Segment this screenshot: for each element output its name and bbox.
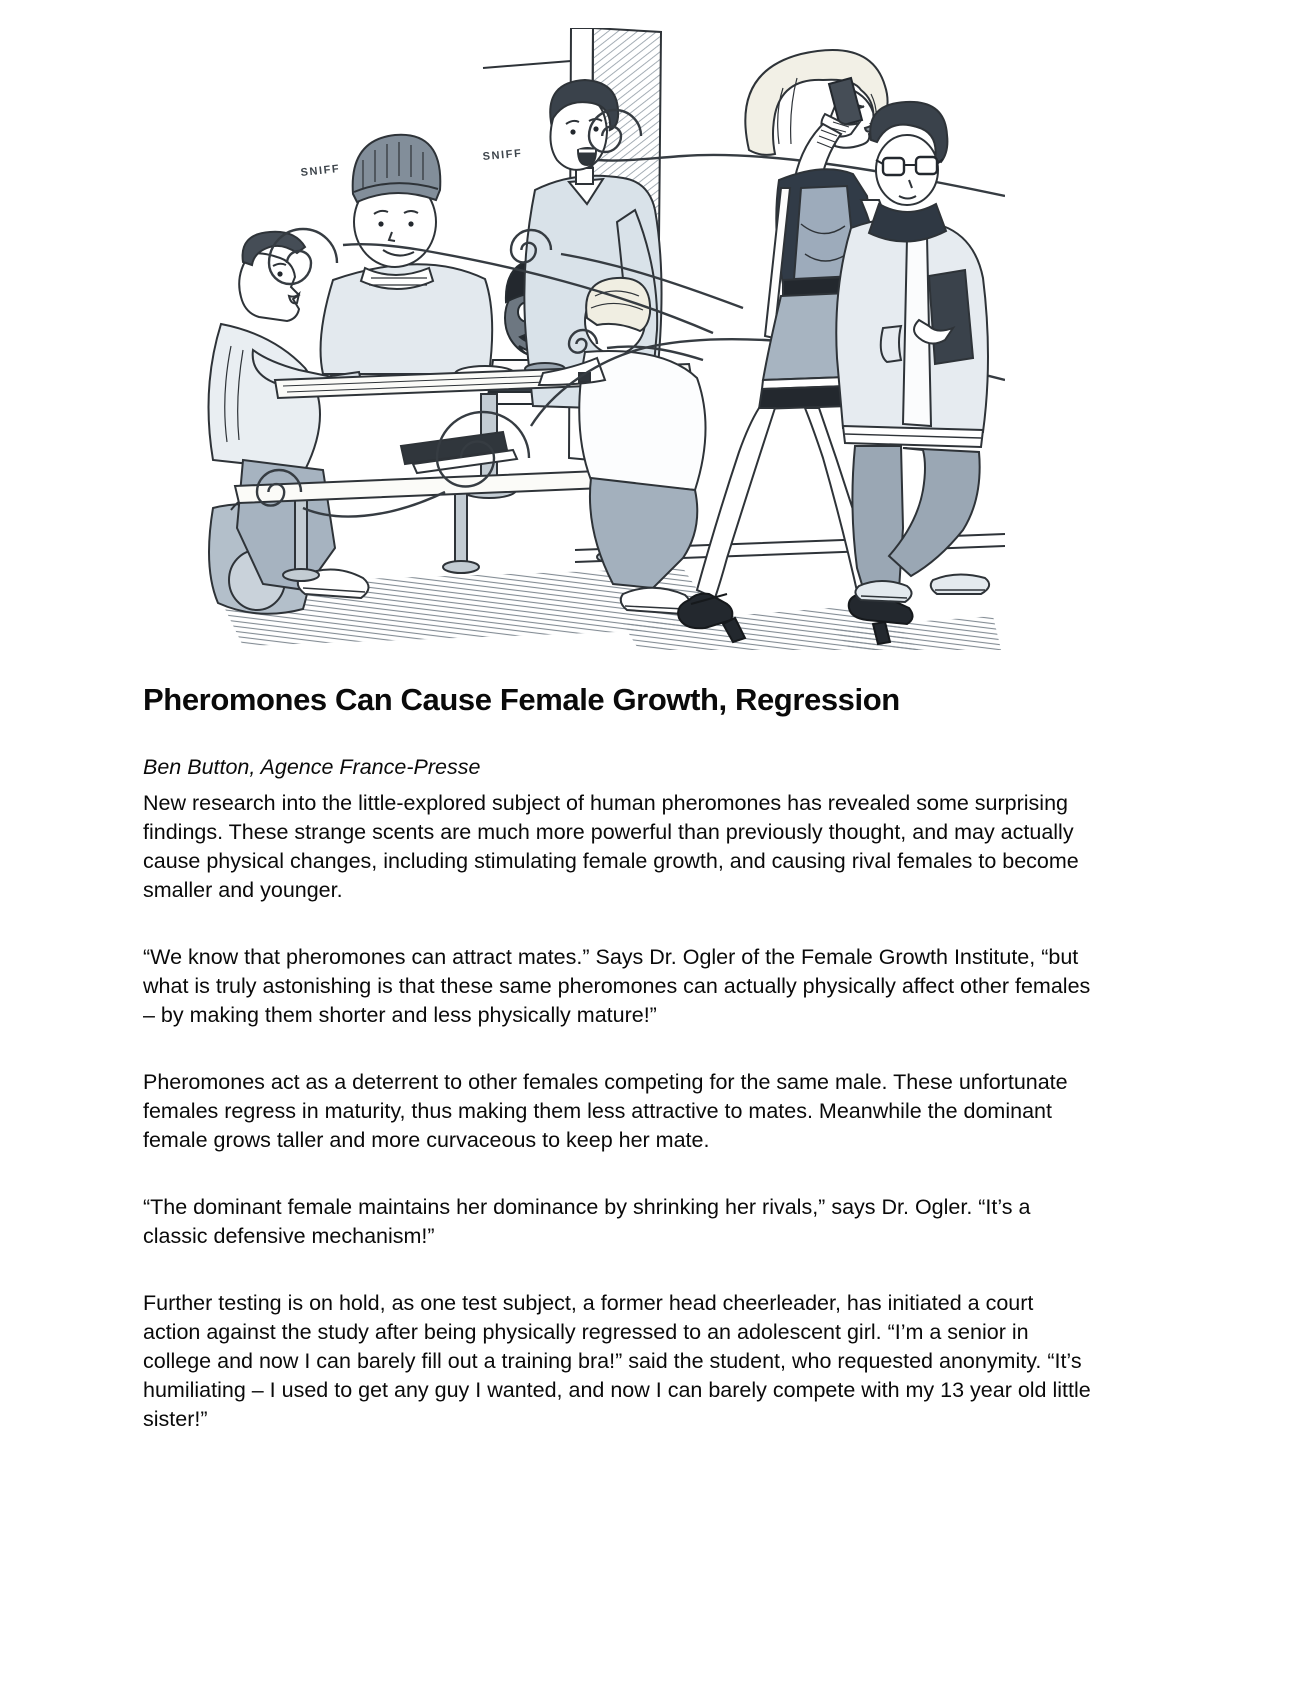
article-byline: Ben Button, Agence France-Presse	[143, 755, 481, 779]
article-body	[143, 683, 1091, 1472]
paragraph-2: “We know that pheromones can attract mates.” Says Dr. Ogler of the Female Growth Institute, “but what is truly astonishing is that these same pheromones can actually physically affect other females – by making them shorter and less physically mature!”	[143, 945, 1091, 1027]
sniff-label-1: SNIFF	[300, 162, 341, 179]
paragraph-3: Pheromones act as a deterrent to other females competing for the same male. These unfortunate females regress in maturity, thus making them less attractive to mates. Meanwhile the dominant female grows taller and more curvaceous to keep her mate.	[143, 1070, 1068, 1152]
paragraph-5: Further testing is on hold, as one test subject, a former head cheerleader, has initiated a court action against the study after being physically regressed to an adolescent girl. “I’m a senior in college and now I can barely fill out a training bra!” said the student, who requested anonymity. “It’s humiliating – I used to get any guy I wanted, and now I can barely compete with my 13 year old little sister!”	[143, 1291, 1091, 1431]
paragraph-4: “The dominant female maintains her dominance by shrinking her rivals,” says Dr. Ogler. “It’s a classic defensive mechanism!”	[143, 1195, 1031, 1248]
paragraph-1: New research into the little-explored subject of human pheromones has revealed some surprising findings. These strange scents are much more powerful than previously thought, and may actually cause physical changes, including stimulating female growth, and causing rival females to become smaller and younger.	[143, 791, 1079, 902]
student-glasses	[836, 102, 989, 602]
cafeteria-scene-drawing	[183, 28, 1005, 650]
article-illustration	[183, 28, 1005, 650]
sniff-label-2: SNIFF	[482, 147, 523, 163]
article-headline: Pheromones Can Cause Female Growth, Regression	[143, 682, 900, 717]
student-beanie	[321, 135, 493, 374]
